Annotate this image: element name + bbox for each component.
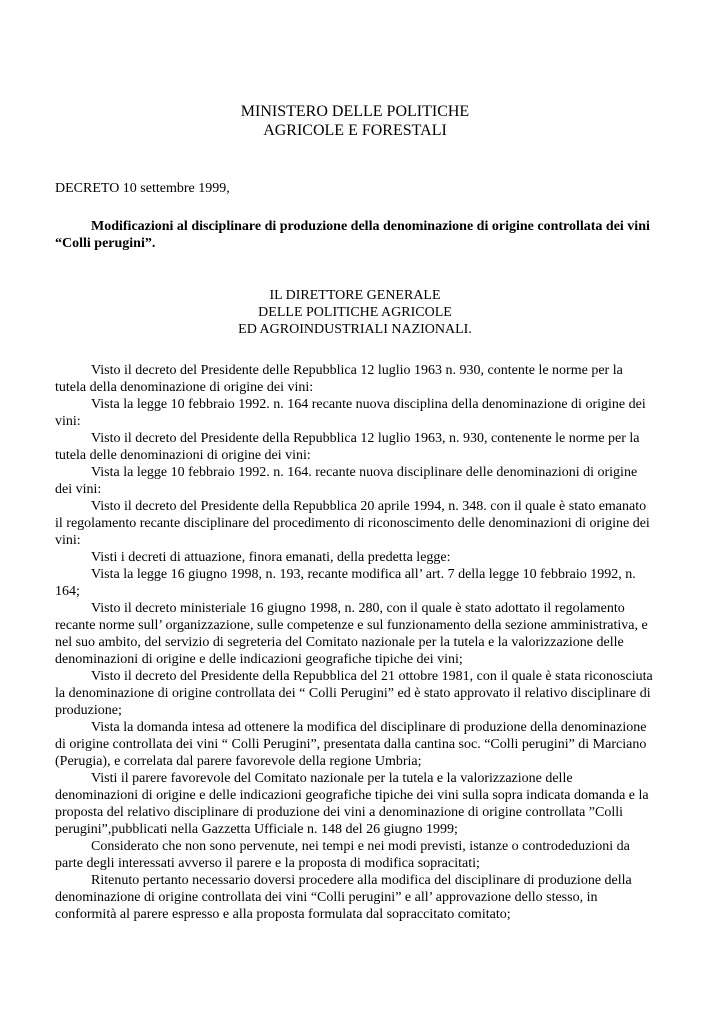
paragraph: Ritenuto pertanto necessario doversi procedere alla modifica del disciplinare di produzione della denominazione di origine controllata dei vini “Colli perugini” e all’ approvazione dello stesso, in conformità al parere espresso e alla proposta formulata dal sopraccitato comitato; (55, 873, 632, 922)
paragraph: Vista la legge 16 giugno 1998, n. 193, recante modifica all’ art. 7 della legge 10 febbraio 1992, n. 164; (55, 567, 636, 599)
paragraph: Visti il parere favorevole del Comitato nazionale per la tutela e la valorizzazione delle denominazioni di origine e delle indicazioni geografiche tipiche dei vini sulla sopra indicata domanda e la proposta del relativo disciplinare di produzione dei vini a denominazione di origine controllata ”Colli perugini”,pubblicati nella Gazzetta Ufficiale n. 148 del 26 giugno 1999; (55, 771, 649, 837)
director-line-2: DELLE POLITICHE AGRICOLE (258, 305, 452, 320)
paragraph: Visto il decreto del Presidente della Repubblica 20 aprile 1994, n. 348. con il quale è stato emanato il regolamento recante disciplinare del procedimento di riconoscimento delle denominazioni di origine dei vini: (55, 499, 650, 548)
ministry-line-2: AGRICOLE E FORESTALI (263, 122, 447, 139)
paragraph: Visto il decreto del Presidente delle Repubblica 12 luglio 1963 n. 930, contente le norme per la tutela della denominazione di origine dei vini: (55, 363, 623, 395)
paragraph: Visto il decreto ministeriale 16 giugno 1998, n. 280, con il quale è stato adottato il regolamento recante norme sull’ organizzazione, sulle competenze e sul funzionamento della sezione amministrativa, e nel suo ambito, del servizio di segreteria del Comitato nazionale per la tutela e la valorizzazione delle denominazioni di origine e delle indicazioni geografiche tipiche dei vini; (55, 601, 648, 667)
paragraph: Vista la legge 10 febbraio 1992. n. 164 recante nuova disciplina della denominazione di origine dei vini: (55, 397, 646, 429)
director-line-3: ED AGROINDUSTRIALI NAZIONALI. (238, 322, 472, 337)
paragraph: Vista la legge 10 febbraio 1992. n. 164. recante nuova disciplinare delle denominazioni di origine dei vini: (55, 465, 638, 497)
decree-body (55, 362, 655, 923)
paragraph: Visto il decreto del Presidente della Repubblica 12 luglio 1963, n. 930, contenente le norme per la tutela delle denominazioni di origine dei vini: (55, 431, 640, 463)
director-heading (55, 287, 655, 338)
decree-date: DECRETO 10 settembre 1999, (55, 181, 230, 196)
paragraph: Visto il decreto del Presidente della Repubblica del 21 ottobre 1981, con il quale è stata riconosciuta la denominazione di origine controllata dei “ Colli Perugini” ed è stato approvato il relativo disciplinare di produzione; (55, 669, 653, 718)
director-line-1: IL DIRETTORE GENERALE (269, 288, 441, 303)
paragraph: Vista la domanda intesa ad ottenere la modifica del disciplinare di produzione della denominazione di origine controllata dei vini “ Colli Perugini”, presentata dalla cantina soc. “Colli perugini” di Marciano (Perugia), e correlata dal parere favorevole della regione Umbria; (55, 720, 647, 769)
paragraph: Visti i decreti di attuazione, finora emanati, della predetta legge: (91, 550, 451, 565)
ministry-heading (55, 102, 655, 140)
document-page (55, 102, 655, 923)
ministry-line-1: MINISTERO DELLE POLITICHE (240, 103, 470, 120)
paragraph: Considerato che non sono pervenute, nei tempi e nei modi previsti, istanze o controdeduzioni da parte degli interessati avverso il parere e la proposta di modifica sopracitati; (55, 839, 630, 871)
decree-subject: Modificazioni al disciplinare di produzione della denominazione di origine controllata dei vini “Colli perugini”. (55, 219, 650, 251)
